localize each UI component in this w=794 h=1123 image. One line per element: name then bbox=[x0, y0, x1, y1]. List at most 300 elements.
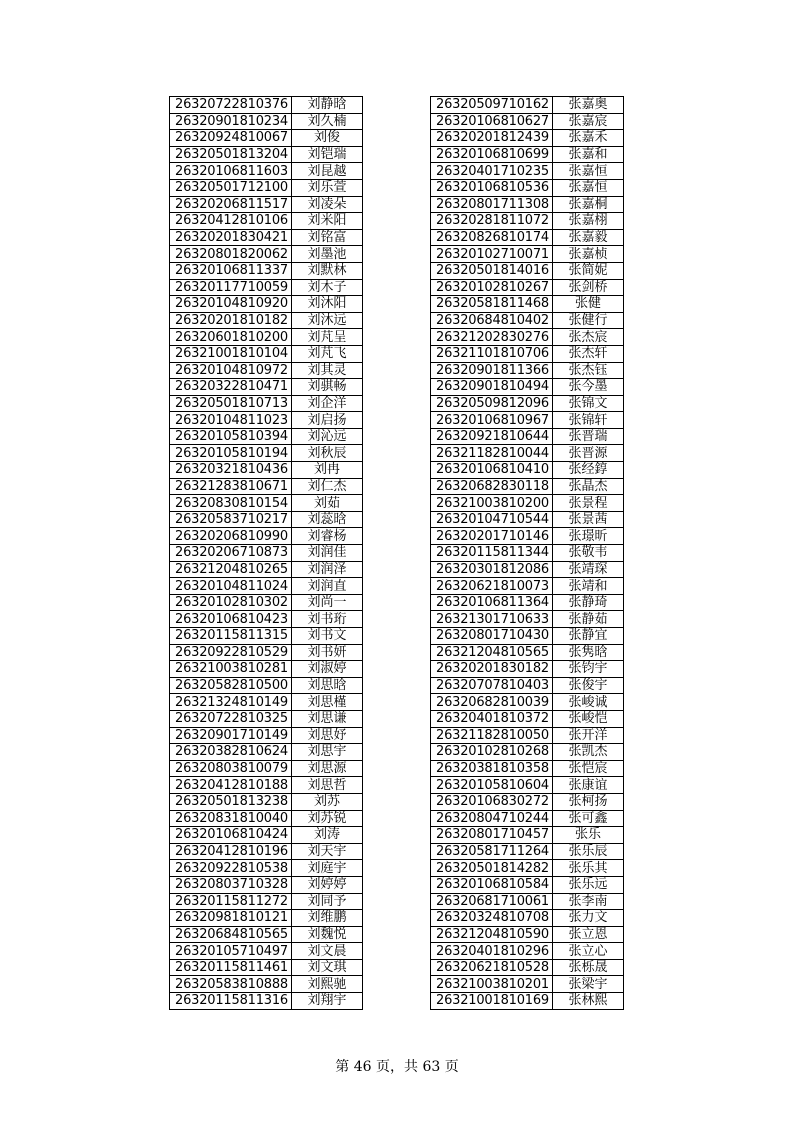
candidate-name: 刘骐畅 bbox=[292, 379, 363, 396]
table-row bbox=[170, 561, 363, 578]
candidate-name: 张杰轩 bbox=[553, 345, 624, 362]
candidate-name: 刘沐阳 bbox=[292, 296, 363, 313]
candidate-name: 张康谊 bbox=[553, 777, 624, 794]
table-row bbox=[170, 495, 363, 512]
candidate-id: 26320102810302 bbox=[170, 594, 292, 611]
table-row bbox=[431, 893, 624, 910]
candidate-name: 张杰钰 bbox=[553, 362, 624, 379]
table-row bbox=[431, 843, 624, 860]
table-row bbox=[170, 229, 363, 246]
candidate-id: 26320830810154 bbox=[170, 495, 292, 512]
candidate-name: 张乐其 bbox=[553, 860, 624, 877]
candidate-name: 刘默林 bbox=[292, 262, 363, 279]
candidate-id: 26321301710633 bbox=[431, 611, 553, 628]
candidate-name: 张健行 bbox=[553, 312, 624, 329]
table-row bbox=[431, 976, 624, 993]
candidate-id: 26320501813204 bbox=[170, 146, 292, 163]
candidate-id: 26320106811364 bbox=[431, 594, 553, 611]
candidate-id: 26320722810325 bbox=[170, 710, 292, 727]
candidate-id: 26320831810040 bbox=[170, 810, 292, 827]
table-row bbox=[431, 395, 624, 412]
candidate-id: 26320105810604 bbox=[431, 777, 553, 794]
table-row bbox=[170, 926, 363, 943]
table-row bbox=[170, 760, 363, 777]
table-row bbox=[431, 445, 624, 462]
candidate-id: 26321001810169 bbox=[431, 993, 553, 1010]
candidate-name: 刘木子 bbox=[292, 279, 363, 296]
table-row bbox=[170, 959, 363, 976]
candidate-id: 26321001810104 bbox=[170, 345, 292, 362]
candidate-name: 刘书文 bbox=[292, 628, 363, 645]
table-row bbox=[431, 860, 624, 877]
candidate-id: 26320801710457 bbox=[431, 827, 553, 844]
candidate-id: 26320901810234 bbox=[170, 113, 292, 130]
table-row bbox=[170, 329, 363, 346]
candidate-id: 26320106810424 bbox=[170, 827, 292, 844]
table-row bbox=[431, 296, 624, 313]
candidate-name: 刘芃飞 bbox=[292, 345, 363, 362]
table-row bbox=[431, 163, 624, 180]
table-row bbox=[431, 511, 624, 528]
candidate-name: 张嘉栩 bbox=[553, 213, 624, 230]
candidate-name: 刘润直 bbox=[292, 578, 363, 595]
candidate-name: 张峻恺 bbox=[553, 710, 624, 727]
table-row bbox=[431, 827, 624, 844]
candidate-name: 张景程 bbox=[553, 495, 624, 512]
candidate-name: 刘铭富 bbox=[292, 229, 363, 246]
candidate-id: 26320581711264 bbox=[431, 843, 553, 860]
candidate-id: 26320201830421 bbox=[170, 229, 292, 246]
candidate-name: 张敬韦 bbox=[553, 545, 624, 562]
candidate-id: 26320301812086 bbox=[431, 561, 553, 578]
candidate-name: 张景茜 bbox=[553, 511, 624, 528]
table-row bbox=[431, 146, 624, 163]
table-row bbox=[431, 611, 624, 628]
table-row bbox=[431, 793, 624, 810]
table-row bbox=[431, 777, 624, 794]
candidate-name: 张可鑫 bbox=[553, 810, 624, 827]
table-row bbox=[431, 959, 624, 976]
candidate-id: 26320106811603 bbox=[170, 163, 292, 180]
candidate-name: 张经錞 bbox=[553, 462, 624, 479]
candidate-id: 26321204810265 bbox=[170, 561, 292, 578]
candidate-name: 刘茹 bbox=[292, 495, 363, 512]
candidate-id: 26320104810920 bbox=[170, 296, 292, 313]
table-row bbox=[431, 561, 624, 578]
candidate-name: 刘米阳 bbox=[292, 213, 363, 230]
candidate-id: 26320601810200 bbox=[170, 329, 292, 346]
table-row bbox=[170, 395, 363, 412]
candidate-name: 张俊宇 bbox=[553, 677, 624, 694]
table-row bbox=[431, 661, 624, 678]
table-row bbox=[170, 196, 363, 213]
candidate-id: 26321204810565 bbox=[431, 644, 553, 661]
candidate-id: 26320684810402 bbox=[431, 312, 553, 329]
table-row bbox=[170, 578, 363, 595]
table-row bbox=[431, 279, 624, 296]
candidate-id: 26320501712100 bbox=[170, 179, 292, 196]
candidate-id: 26320106810423 bbox=[170, 611, 292, 628]
candidate-name: 张栎晟 bbox=[553, 959, 624, 976]
table-row bbox=[431, 262, 624, 279]
table-row bbox=[431, 528, 624, 545]
candidate-name: 张嘉桐 bbox=[553, 196, 624, 213]
candidate-id: 26320924810067 bbox=[170, 130, 292, 147]
candidate-id: 26320801820062 bbox=[170, 246, 292, 263]
candidate-name: 张锦轩 bbox=[553, 412, 624, 429]
candidate-name: 刘魏悦 bbox=[292, 926, 363, 943]
table-row bbox=[431, 810, 624, 827]
candidate-name: 刘墨池 bbox=[292, 246, 363, 263]
candidate-name: 张晋源 bbox=[553, 445, 624, 462]
table-row bbox=[170, 843, 363, 860]
candidate-id: 26320201830182 bbox=[431, 661, 553, 678]
candidate-name: 刘秋辰 bbox=[292, 445, 363, 462]
table-row bbox=[431, 362, 624, 379]
candidate-name: 张林熙 bbox=[553, 993, 624, 1010]
candidate-id: 26320104811023 bbox=[170, 412, 292, 429]
candidate-id: 26320981810121 bbox=[170, 910, 292, 927]
candidate-id: 26320281811072 bbox=[431, 213, 553, 230]
candidate-id: 26320324810708 bbox=[431, 910, 553, 927]
candidate-name: 刘庭宇 bbox=[292, 860, 363, 877]
table-row bbox=[170, 246, 363, 263]
table-row bbox=[431, 495, 624, 512]
table-row bbox=[431, 462, 624, 479]
candidate-name: 刘书珩 bbox=[292, 611, 363, 628]
candidate-id: 26320501810713 bbox=[170, 395, 292, 412]
table-row bbox=[431, 478, 624, 495]
candidate-id: 26320682810039 bbox=[431, 694, 553, 711]
table-row bbox=[431, 179, 624, 196]
candidate-name: 刘文琪 bbox=[292, 959, 363, 976]
table-row bbox=[431, 926, 624, 943]
candidate-name: 刘同予 bbox=[292, 893, 363, 910]
table-row bbox=[431, 329, 624, 346]
candidate-id: 26320412810188 bbox=[170, 777, 292, 794]
candidate-id: 26320106810536 bbox=[431, 179, 553, 196]
table-row bbox=[431, 993, 624, 1010]
candidate-name: 张璟昕 bbox=[553, 528, 624, 545]
table-row bbox=[431, 910, 624, 927]
candidate-id: 26320106810967 bbox=[431, 412, 553, 429]
candidate-id: 26320901710149 bbox=[170, 727, 292, 744]
candidate-name: 张梁宇 bbox=[553, 976, 624, 993]
candidate-id: 26320106830272 bbox=[431, 793, 553, 810]
candidate-id: 26320801710430 bbox=[431, 628, 553, 645]
table-row bbox=[431, 379, 624, 396]
table-row bbox=[170, 163, 363, 180]
candidate-id: 26320117710059 bbox=[170, 279, 292, 296]
table-row bbox=[170, 213, 363, 230]
table-row bbox=[170, 379, 363, 396]
candidate-name: 张静茹 bbox=[553, 611, 624, 628]
candidate-id: 26320684810565 bbox=[170, 926, 292, 943]
candidate-name: 张力文 bbox=[553, 910, 624, 927]
table-row bbox=[170, 677, 363, 694]
candidate-id: 26321283810671 bbox=[170, 478, 292, 495]
table-row bbox=[170, 876, 363, 893]
candidate-id: 26320104710544 bbox=[431, 511, 553, 528]
candidate-id: 26320106810627 bbox=[431, 113, 553, 130]
table-row bbox=[431, 628, 624, 645]
candidate-name: 张立心 bbox=[553, 943, 624, 960]
candidate-id: 26320412810196 bbox=[170, 843, 292, 860]
table-row bbox=[170, 628, 363, 645]
table-row bbox=[170, 860, 363, 877]
table-row bbox=[170, 694, 363, 711]
candidate-name: 刘静晗 bbox=[292, 97, 363, 114]
candidate-name: 张柯扬 bbox=[553, 793, 624, 810]
candidate-name: 张嘉毅 bbox=[553, 229, 624, 246]
candidate-id: 26320501813238 bbox=[170, 793, 292, 810]
candidate-id: 26320106811337 bbox=[170, 262, 292, 279]
table-row bbox=[170, 611, 363, 628]
candidate-name: 张凯杰 bbox=[553, 744, 624, 761]
candidate-id: 26321003810200 bbox=[431, 495, 553, 512]
candidate-name: 张今墨 bbox=[553, 379, 624, 396]
candidate-name: 张杰宸 bbox=[553, 329, 624, 346]
candidate-name: 刘翔宇 bbox=[292, 993, 363, 1010]
candidate-name: 张李南 bbox=[553, 893, 624, 910]
candidate-name: 刘维鹏 bbox=[292, 910, 363, 927]
candidate-name: 刘久楠 bbox=[292, 113, 363, 130]
candidate-name: 刘润佳 bbox=[292, 545, 363, 562]
left-roster-body bbox=[170, 97, 363, 1010]
candidate-id: 26321101810706 bbox=[431, 345, 553, 362]
candidate-name: 刘思宇 bbox=[292, 744, 363, 761]
candidate-id: 26320115811316 bbox=[170, 993, 292, 1010]
table-row bbox=[431, 97, 624, 114]
candidate-name: 刘沁远 bbox=[292, 428, 363, 445]
candidate-id: 26320401710235 bbox=[431, 163, 553, 180]
candidate-name: 刘思源 bbox=[292, 760, 363, 777]
candidate-name: 刘尚一 bbox=[292, 594, 363, 611]
candidate-name: 张静琦 bbox=[553, 594, 624, 611]
candidate-id: 26320804710244 bbox=[431, 810, 553, 827]
table-row bbox=[431, 312, 624, 329]
candidate-name: 张晋瑞 bbox=[553, 428, 624, 445]
candidate-name: 张恺宸 bbox=[553, 760, 624, 777]
candidate-id: 26320901811366 bbox=[431, 362, 553, 379]
right-roster-body bbox=[431, 97, 624, 1010]
candidate-name: 刘思槿 bbox=[292, 694, 363, 711]
candidate-name: 张嘉和 bbox=[553, 146, 624, 163]
candidate-id: 26320901810494 bbox=[431, 379, 553, 396]
table-row bbox=[170, 511, 363, 528]
table-row bbox=[431, 196, 624, 213]
candidate-id: 26320115811272 bbox=[170, 893, 292, 910]
candidate-name: 刘淑婷 bbox=[292, 661, 363, 678]
table-row bbox=[170, 296, 363, 313]
table-row bbox=[431, 677, 624, 694]
table-row bbox=[431, 345, 624, 362]
candidate-id: 26320922810538 bbox=[170, 860, 292, 877]
candidate-name: 张嘉宸 bbox=[553, 113, 624, 130]
table-row bbox=[170, 478, 363, 495]
candidate-id: 26320581811468 bbox=[431, 296, 553, 313]
candidate-id: 26320322810471 bbox=[170, 379, 292, 396]
candidate-name: 张嘉奥 bbox=[553, 97, 624, 114]
candidate-name: 张开洋 bbox=[553, 727, 624, 744]
table-row bbox=[170, 594, 363, 611]
candidate-name: 刘俊 bbox=[292, 130, 363, 147]
candidate-id: 26320509710162 bbox=[431, 97, 553, 114]
candidate-name: 张隽晗 bbox=[553, 644, 624, 661]
candidate-name: 张嘉禾 bbox=[553, 130, 624, 147]
table-row bbox=[431, 760, 624, 777]
table-row bbox=[431, 578, 624, 595]
candidate-name: 刘仁杰 bbox=[292, 478, 363, 495]
candidate-name: 刘启扬 bbox=[292, 412, 363, 429]
candidate-id: 26320583710217 bbox=[170, 511, 292, 528]
candidate-id: 26320509812096 bbox=[431, 395, 553, 412]
table-row bbox=[170, 312, 363, 329]
candidate-name: 刘凌朵 bbox=[292, 196, 363, 213]
candidate-name: 刘睿杨 bbox=[292, 528, 363, 545]
table-row bbox=[170, 976, 363, 993]
table-row bbox=[431, 876, 624, 893]
table-row bbox=[170, 943, 363, 960]
candidate-id: 26320201710146 bbox=[431, 528, 553, 545]
candidate-name: 张靖和 bbox=[553, 578, 624, 595]
table-row bbox=[431, 130, 624, 147]
candidate-name: 刘蕊晗 bbox=[292, 511, 363, 528]
candidate-name: 张峻诚 bbox=[553, 694, 624, 711]
candidate-name: 刘天宇 bbox=[292, 843, 363, 860]
candidate-id: 26320401810372 bbox=[431, 710, 553, 727]
candidate-name: 刘苏 bbox=[292, 793, 363, 810]
page-footer: 第 46 页，共 63 页 bbox=[335, 1059, 459, 1075]
table-row bbox=[170, 345, 363, 362]
table-row bbox=[170, 810, 363, 827]
candidate-id: 26320106810699 bbox=[431, 146, 553, 163]
table-row bbox=[170, 130, 363, 147]
candidate-id: 26321182810050 bbox=[431, 727, 553, 744]
table-row bbox=[170, 412, 363, 429]
candidate-name: 张嘉恒 bbox=[553, 163, 624, 180]
table-row bbox=[431, 744, 624, 761]
table-row bbox=[170, 113, 363, 130]
table-row bbox=[170, 362, 363, 379]
candidate-name: 刘润泽 bbox=[292, 561, 363, 578]
table-row bbox=[431, 594, 624, 611]
candidate-id: 26321003810201 bbox=[431, 976, 553, 993]
candidate-name: 刘婷婷 bbox=[292, 876, 363, 893]
candidate-name: 张锦文 bbox=[553, 395, 624, 412]
table-row bbox=[170, 727, 363, 744]
candidate-name: 张剑桥 bbox=[553, 279, 624, 296]
table-row bbox=[431, 545, 624, 562]
candidate-id: 26320826810174 bbox=[431, 229, 553, 246]
candidate-name: 刘熙驰 bbox=[292, 976, 363, 993]
candidate-id: 26320412810106 bbox=[170, 213, 292, 230]
candidate-id: 26321182810044 bbox=[431, 445, 553, 462]
table-row bbox=[431, 213, 624, 230]
candidate-id: 26320621810528 bbox=[431, 959, 553, 976]
candidate-id: 26320921810644 bbox=[431, 428, 553, 445]
table-row bbox=[170, 262, 363, 279]
candidate-id: 26320102810268 bbox=[431, 744, 553, 761]
candidate-name: 刘思妤 bbox=[292, 727, 363, 744]
candidate-id: 26320401810296 bbox=[431, 943, 553, 960]
candidate-name: 张简妮 bbox=[553, 262, 624, 279]
candidate-id: 26320106810584 bbox=[431, 876, 553, 893]
candidate-id: 26320707810403 bbox=[431, 677, 553, 694]
candidate-name: 刘思谦 bbox=[292, 710, 363, 727]
candidate-id: 26320803810079 bbox=[170, 760, 292, 777]
table-row bbox=[431, 694, 624, 711]
table-row bbox=[170, 545, 363, 562]
table-row bbox=[431, 229, 624, 246]
candidate-id: 26320922810529 bbox=[170, 644, 292, 661]
candidate-id: 26320803710328 bbox=[170, 876, 292, 893]
candidate-name: 张乐远 bbox=[553, 876, 624, 893]
candidate-name: 张立恩 bbox=[553, 926, 624, 943]
table-row bbox=[170, 528, 363, 545]
candidate-id: 26320104811024 bbox=[170, 578, 292, 595]
candidate-name: 刘昆越 bbox=[292, 163, 363, 180]
candidate-id: 26320321810436 bbox=[170, 462, 292, 479]
table-row bbox=[431, 943, 624, 960]
candidate-id: 26320681710061 bbox=[431, 893, 553, 910]
candidate-name: 张乐 bbox=[553, 827, 624, 844]
candidate-id: 26320115811461 bbox=[170, 959, 292, 976]
right-roster-table bbox=[430, 96, 624, 1010]
candidate-id: 26320105710497 bbox=[170, 943, 292, 960]
candidate-name: 张乐辰 bbox=[553, 843, 624, 860]
candidate-id: 26320381810358 bbox=[431, 760, 553, 777]
candidate-id: 26320106810410 bbox=[431, 462, 553, 479]
table-row bbox=[170, 744, 363, 761]
table-row bbox=[431, 113, 624, 130]
candidate-name: 刘涛 bbox=[292, 827, 363, 844]
candidate-id: 26320382810624 bbox=[170, 744, 292, 761]
left-roster-table bbox=[169, 96, 363, 1010]
table-row bbox=[170, 661, 363, 678]
candidate-id: 26321204810590 bbox=[431, 926, 553, 943]
table-row bbox=[170, 793, 363, 810]
candidate-id: 26320582810500 bbox=[170, 677, 292, 694]
candidate-id: 26320501814016 bbox=[431, 262, 553, 279]
table-row bbox=[170, 97, 363, 114]
candidate-id: 26320621810073 bbox=[431, 578, 553, 595]
candidate-name: 刘书妍 bbox=[292, 644, 363, 661]
candidate-id: 26320115811315 bbox=[170, 628, 292, 645]
table-row bbox=[431, 246, 624, 263]
candidate-id: 26320105810394 bbox=[170, 428, 292, 445]
table-row bbox=[431, 644, 624, 661]
candidate-id: 26320102710071 bbox=[431, 246, 553, 263]
candidate-name: 刘文晨 bbox=[292, 943, 363, 960]
candidate-id: 26320201812439 bbox=[431, 130, 553, 147]
candidate-id: 26320801711308 bbox=[431, 196, 553, 213]
candidate-id: 26321324810149 bbox=[170, 694, 292, 711]
candidate-name: 张钧宇 bbox=[553, 661, 624, 678]
candidate-id: 26320206710873 bbox=[170, 545, 292, 562]
table-row bbox=[170, 428, 363, 445]
candidate-name: 刘冉 bbox=[292, 462, 363, 479]
candidate-id: 26320102810267 bbox=[431, 279, 553, 296]
table-row bbox=[170, 644, 363, 661]
candidate-id: 26321202830276 bbox=[431, 329, 553, 346]
table-row bbox=[431, 412, 624, 429]
candidate-name: 刘企洋 bbox=[292, 395, 363, 412]
table-row bbox=[170, 279, 363, 296]
candidate-name: 张健 bbox=[553, 296, 624, 313]
candidate-name: 张嘉桢 bbox=[553, 246, 624, 263]
table-row bbox=[431, 710, 624, 727]
